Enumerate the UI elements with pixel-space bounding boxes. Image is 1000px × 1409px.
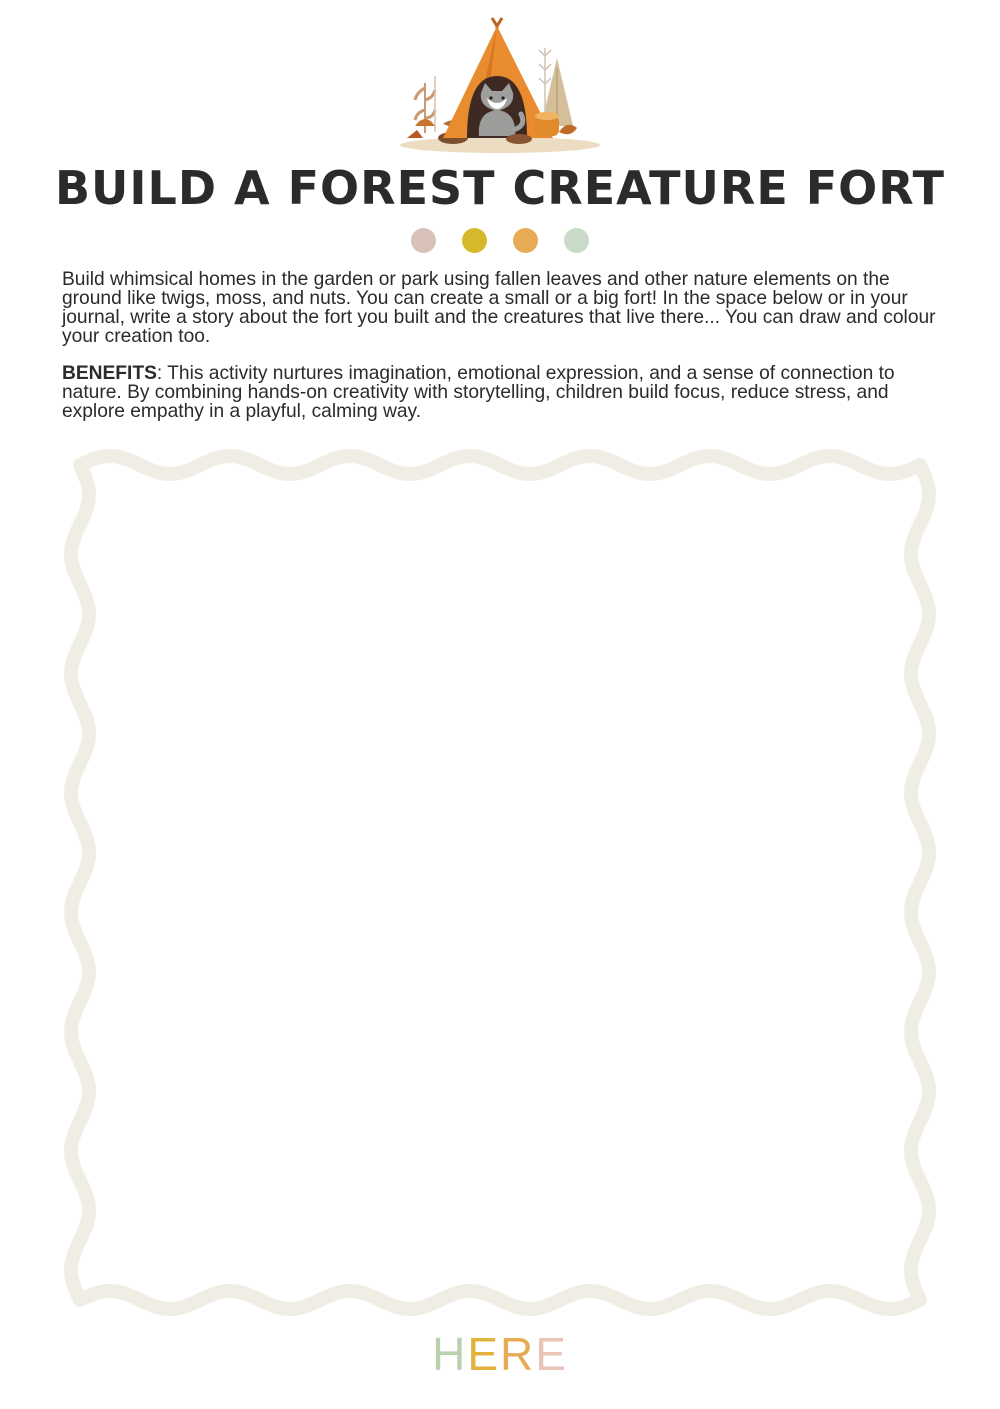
palette-dot	[564, 228, 589, 253]
benefits-label: BENEFITS	[62, 363, 157, 384]
palette-dot	[513, 228, 538, 253]
here-letter: R	[500, 1328, 536, 1380]
page-title: BUILD A FOREST CREATURE FORT	[54, 161, 946, 215]
benefits-text: : This activity nurtures imagination, emotional expression, and a sense of connection to nature. By combining hands-on creativity with storytelling, children build focus, reduce stress, and explore empathy in a playful, calming way.	[62, 363, 895, 422]
palette-dot	[411, 228, 436, 253]
tent-with-cat-icon	[395, 8, 605, 156]
intro-paragraph: Build whimsical homes in the garden or park using fallen leaves and other nature elements on the ground like twigs, moss, and nuts. You can create a small or a big fort! In the space below or in your journal, write a story about the fort you built and the creatures that live there... You can draw and colour your creation too.	[62, 269, 936, 347]
palette-dot	[462, 228, 487, 253]
palette-dots	[0, 228, 1000, 253]
here-letter: H	[432, 1328, 468, 1380]
drawing-area-frame[interactable]	[60, 445, 940, 1325]
here-letter: E	[535, 1328, 568, 1380]
here-label	[0, 1328, 1000, 1380]
benefits-paragraph	[62, 364, 942, 421]
here-letter: E	[467, 1328, 500, 1380]
